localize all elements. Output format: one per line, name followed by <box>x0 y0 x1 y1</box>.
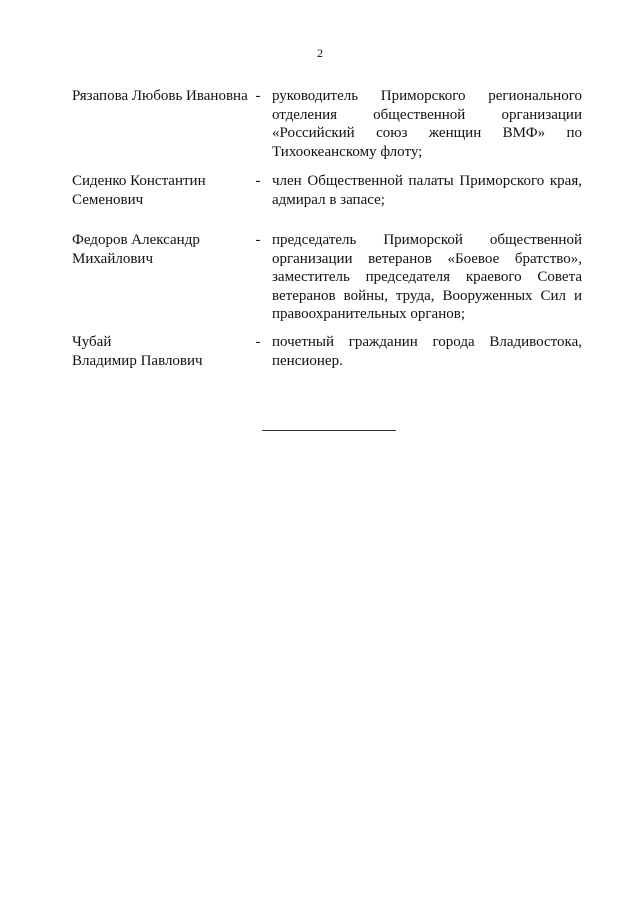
separator-dash: - <box>255 334 261 350</box>
description-line: заместитель председателя краевого Совета <box>272 269 582 285</box>
member-name <box>72 87 264 106</box>
member-description <box>272 87 582 161</box>
member-description <box>272 333 582 370</box>
description-line: руководитель Приморского регионального <box>272 88 582 104</box>
description-line: председатель Приморской общественной <box>272 232 582 248</box>
member-name <box>72 333 264 370</box>
description-line: ветеранов войны, труда, Вооруженных Сил и <box>272 287 582 304</box>
description-line: почетный гражданин города Владивостока, <box>272 334 582 350</box>
description-line: правоохранительных органов; <box>272 306 465 322</box>
description-line: Тихоокеанскому флоту; <box>272 143 423 160</box>
member-description <box>272 231 582 324</box>
description-line: адмирал в запасе; <box>272 191 385 208</box>
description-line: «Российский союз женщин ВМФ» по <box>272 125 582 141</box>
member-name-line: Семенович <box>72 191 144 208</box>
member-name-line: Сиденко Константин <box>72 173 206 189</box>
closing-divider-line <box>262 430 396 431</box>
separator-dash: - <box>255 88 261 104</box>
member-name <box>72 172 264 209</box>
member-name <box>72 231 264 268</box>
page-number: 2 <box>317 46 323 60</box>
member-name-line: Рязапова Любовь Ивановна <box>72 88 248 104</box>
description-line: член Общественной палаты Приморского края, <box>272 173 582 189</box>
member-name-line: Михайлович <box>72 250 153 267</box>
description-line: организации ветеранов «Боевое братство», <box>272 250 582 267</box>
member-description <box>272 172 582 209</box>
member-name-line: Владимир Павлович <box>72 352 203 369</box>
separator-dash: - <box>255 173 261 189</box>
member-name-line: Чубай <box>72 334 112 350</box>
description-line: пенсионер. <box>272 352 343 369</box>
description-line: отделения общественной организации <box>272 106 582 123</box>
separator-dash: - <box>255 232 261 248</box>
member-name-line: Федоров Александр <box>72 232 200 248</box>
